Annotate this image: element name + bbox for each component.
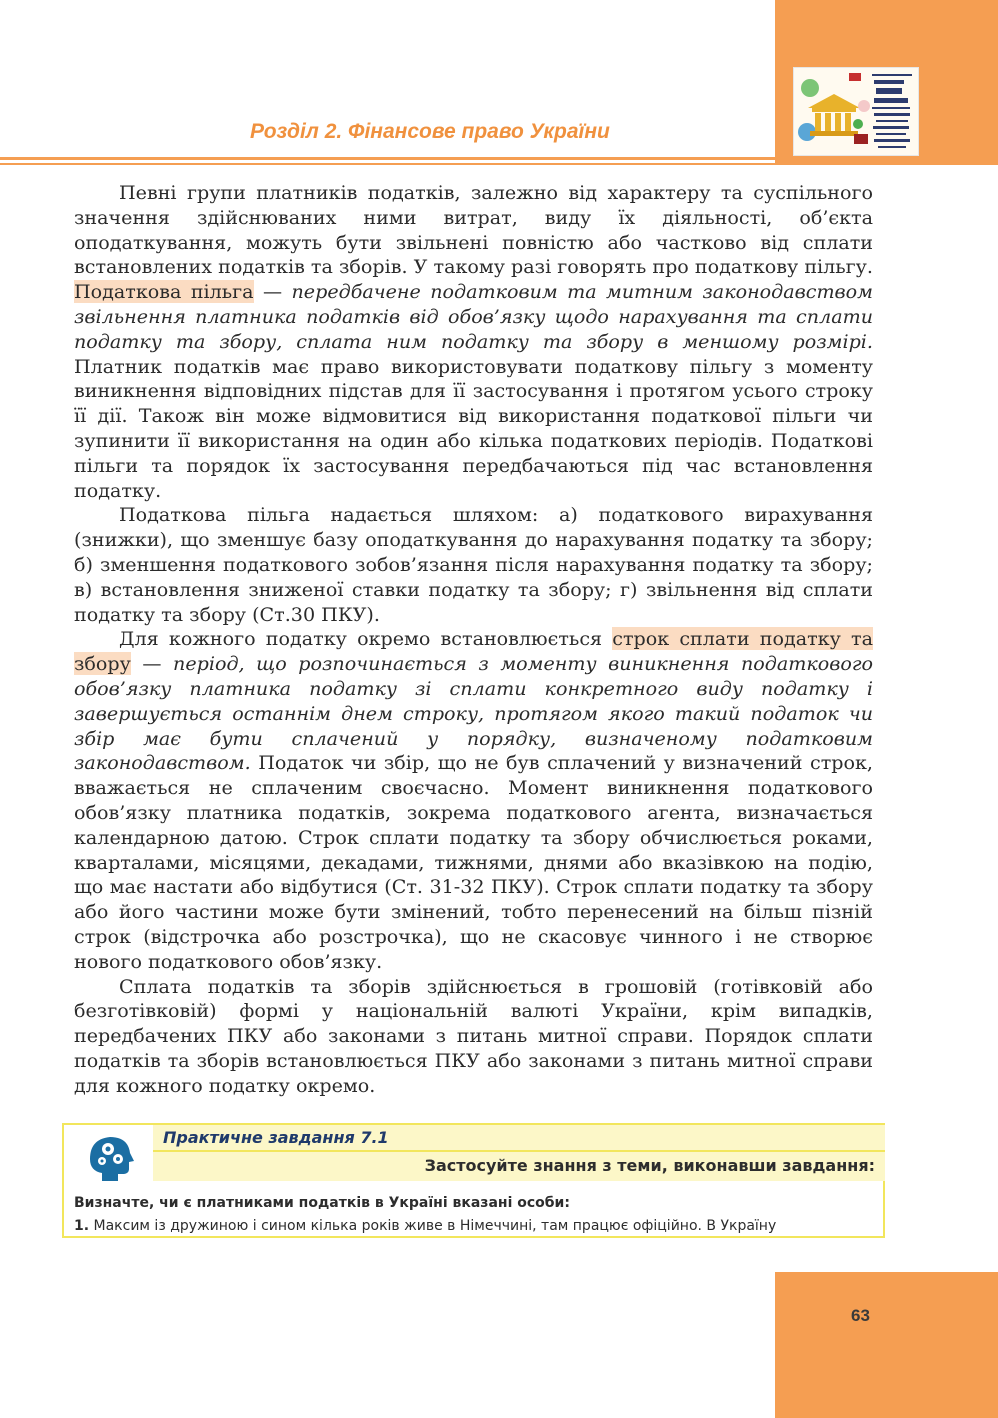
paragraph-payment-form: Сплата податків та зборів здійснюється в грошовій (готівковій або безготівковій) формі у національній валюті України, крім випадків, передбачених ПКУ або законами з питань митної справи. Порядок сплати податків та зборів встановлюється ПКУ або законами з питань митної справи для кожного податку окремо.: [74, 974, 873, 1097]
task-header-divider: [153, 1150, 885, 1152]
paragraph-text: Для кожного податку окремо встановлюється: [119, 627, 613, 651]
term-tax-relief: Податкова пільга: [74, 280, 254, 304]
definition-payment-term: період, що розпочинається з моменту виникнення податкового обов’язку платника податку зі сплати конкретного виду податку і завершується останнім днем строку, протягом якого такий податок чи збір має бути сплачений у порядку, визначеному податковим законодавством.: [74, 652, 874, 775]
page-number: 63: [851, 1306, 870, 1325]
paragraph-tax-relief: [74, 181, 873, 503]
header-rule: [0, 157, 775, 160]
task-item: [74, 1218, 879, 1234]
task-header: [153, 1125, 885, 1181]
paragraph-text: Платник податків має право використовувати податкову пільгу з моменту виникнення відповідних підстав для її застосування і протягом усього строку її дії. Також він може відмовитися від використання податкової пільги чи зупинити її використання на один або кілька податкових періодів. Податкові пільги та порядок їх застосування передбачаються під час встановлення податку.: [74, 354, 873, 502]
bottom-orange-block: [775, 1272, 998, 1418]
dash: —: [253, 280, 292, 304]
dash: —: [130, 652, 174, 676]
task-item-number: 1.: [74, 1218, 90, 1234]
practical-task-box: [62, 1123, 885, 1238]
term-payment-term: строк сплати податку та збору: [74, 627, 873, 676]
paragraph-text: Податок чи збір, що не був сплачений у визначений строк, вважається не сплаченим своєчасно. Момент виникнення податкового обов’язку платника податків, зокрема податкового агента, визначається календарною датою. Строк сплати податку та збору обчислюється роками, кварталами, місяцями, декадами, тижнями, днями або вказівкою на подію, що має настати або відбутися (Ст. 31-32 ПКУ). Строк сплати податку та збору або його частини може бути змінений, тобто перенесений на більш пізній строк (відстрочка або розстрочка), що не скасовує чинного і не створює нового податкового обов’язку.: [74, 751, 873, 973]
task-question: Визначте, чи є платниками податків в Україні вказані особи:: [74, 1195, 570, 1211]
definition-tax-relief: передбачене податковим та митним законодавством звільнення платника податків від обов’язку щодо нарахування та сплати податку та збору, сплата ним податку та збору в меншому розмірі.: [74, 280, 873, 353]
finance-collage-icon: [793, 67, 919, 156]
task-item-text: Максим із дружиною і сином кілька років живе в Німеччині, там працює офіційно. В Україну: [89, 1218, 777, 1234]
paragraph-text: Певні групи платників податків, залежно від характеру та суспільного значення здійснюваних ними витрат, виду їх діяльності, об’єкта оподаткування, можуть бути звільнені повністю або частково від сплати встановлених податків та зборів. У такому разі говорять про податкову пільгу.: [74, 181, 873, 279]
paragraph-payment-term: [74, 627, 873, 974]
head-gears-icon: [76, 1129, 140, 1185]
task-title: Практичне завдання 7.1: [163, 1128, 389, 1147]
body-text: [74, 181, 873, 1098]
paragraph-relief-methods: Податкова пільга надається шляхом: а) податкового вирахування (знижки), що зменшує базу оподаткування до нарахування податку та збору; б) зменшення податкового зобов’язання після нарахування податку та збору; в) встановлення зниженої ставки податку та збору; г) звільнення від сплати податку та збору (Ст.30 ПКУ).: [74, 503, 873, 626]
task-subtitle: Застосуйте знання з теми, виконавши завдання:: [424, 1156, 875, 1175]
chapter-title: Розділ 2. Фінансове право України: [250, 120, 610, 143]
header-rule-secondary: [0, 163, 775, 165]
